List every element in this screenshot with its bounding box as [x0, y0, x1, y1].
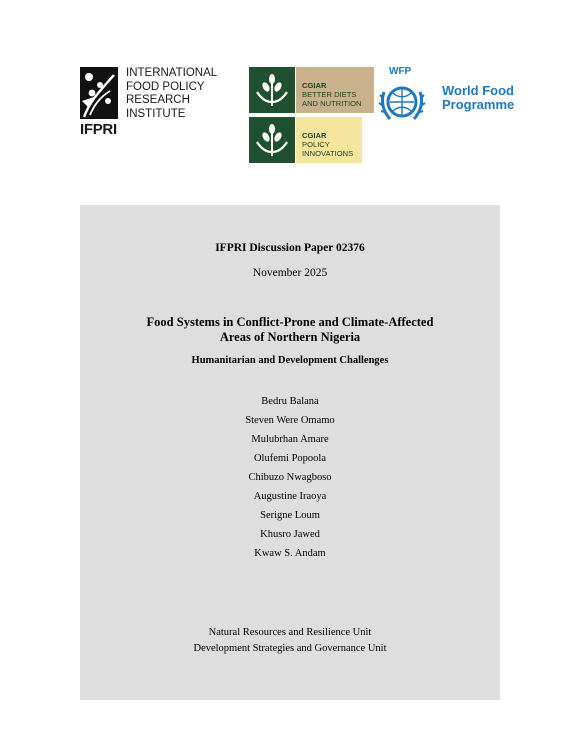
wfp-logo: [378, 66, 518, 126]
author-name: Olufemi Popoola: [253, 453, 327, 464]
wfp-emblem-icon: [378, 78, 426, 126]
ifpri-name-line: INTERNATIONAL: [126, 67, 218, 79]
author-name: Augustine Iraoya: [253, 491, 327, 502]
ifpri-name-line: INSTITUTE: [126, 107, 186, 120]
author-list: [80, 392, 500, 563]
cgiar-diets-emblem: [249, 67, 295, 113]
unit-list: [80, 625, 500, 657]
author-name: Khusro Jawed: [260, 529, 320, 540]
research-unit: Natural Resources and Resilience Unit: [208, 627, 372, 638]
wheat-icon: [254, 72, 290, 108]
cgiar-policy-line: POLICY: [302, 140, 330, 149]
cgiar-diets-line: AND NUTRITION: [302, 99, 362, 108]
publication-date: November 2025: [252, 267, 328, 279]
cgiar-policy-line: INNOVATIONS: [302, 149, 354, 158]
cgiar-diets-line: BETTER DIETS: [302, 90, 357, 99]
ifpri-logo: [80, 67, 220, 137]
author-name: Steven Were Omamo: [245, 415, 335, 426]
ifpri-emblem-icon: [80, 67, 118, 119]
wheat-icon: [254, 122, 290, 158]
wfp-abbr: WFP: [389, 66, 412, 77]
research-unit: Development Strategies and Governance Unit: [193, 643, 387, 654]
paper-series-number: IFPRI Discussion Paper 02376: [215, 242, 365, 254]
author-name: Bedru Balana: [261, 396, 319, 407]
wfp-name-line: Programme: [442, 97, 515, 112]
cgiar-diets-line: CGIAR: [302, 81, 327, 90]
ifpri-full-name: [126, 67, 217, 121]
ifpri-name-line: RESEARCH: [126, 94, 190, 106]
author-name: Chibuzo Nwagboso: [248, 472, 332, 483]
paper-title: [80, 315, 500, 345]
author-name: Mulubrhan Amare: [251, 434, 329, 445]
title-line: Areas of Northern Nigeria: [219, 330, 361, 344]
wfp-name-line: World Food: [442, 83, 514, 98]
cgiar-policy-line: CGIAR: [302, 131, 327, 140]
cover-panel: [80, 205, 500, 700]
paper-subtitle: Humanitarian and Development Challenges: [191, 355, 389, 366]
author-name: Kwaw S. Andam: [254, 548, 326, 559]
cgiar-diets-label: [296, 67, 374, 113]
title-line: Food Systems in Conflict-Prone and Climate-Affected: [146, 315, 434, 329]
ifpri-name-line: FOOD POLICY: [126, 80, 205, 93]
ifpri-acronym: IFPRI: [80, 121, 117, 138]
wfp-full-name: [442, 84, 514, 112]
cgiar-policy-emblem: [249, 117, 295, 163]
author-name: Serigne Loum: [260, 510, 320, 521]
cgiar-policy-label: [296, 117, 362, 163]
